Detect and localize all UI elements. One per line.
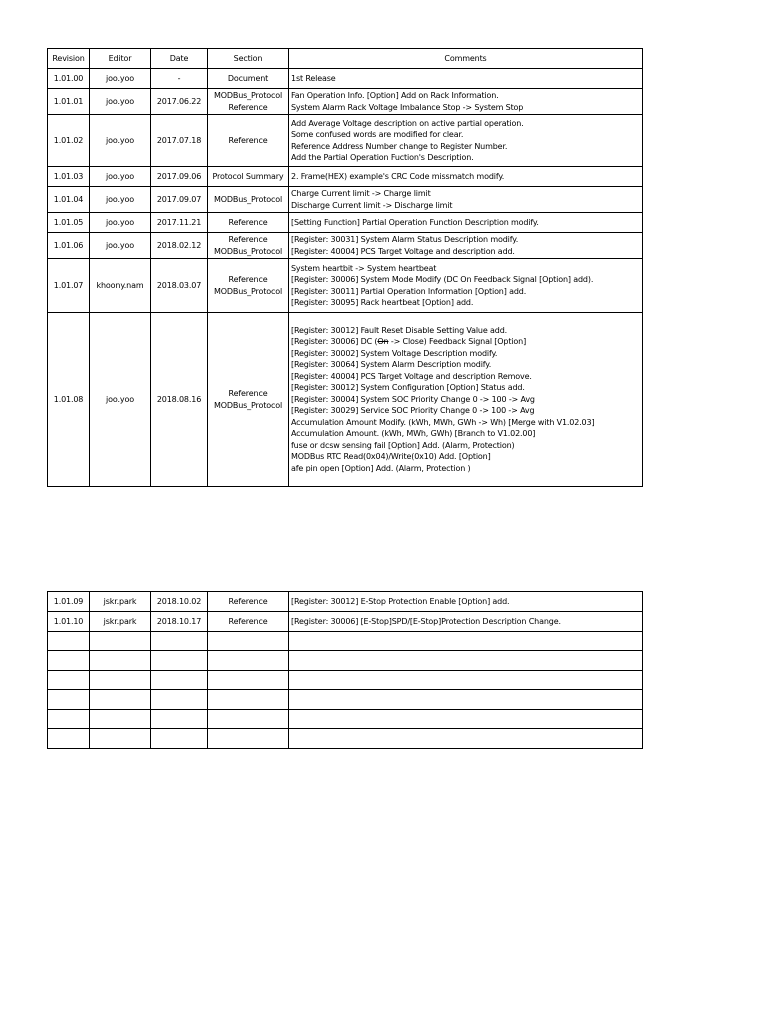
comment-line: fuse or dcsw sensing fail [Option] Add. (Alarm, Protection) (291, 440, 515, 450)
table-row (48, 690, 643, 710)
comment-line: [Register: 30004] System SOC Priority Change 0 -> 100 -> Avg (291, 394, 535, 404)
table-row (48, 115, 643, 167)
comment-line: MODBus RTC Read(0x04)/Write(0x10) Add. [Option] (291, 452, 491, 462)
section-cell (208, 167, 289, 187)
table-row (48, 313, 643, 487)
table-row (48, 729, 643, 749)
table-row (48, 233, 643, 259)
comments-cell (289, 671, 643, 690)
comment-line: Charge Current limit -> Charge limit (291, 189, 431, 198)
editor-cell (90, 671, 151, 690)
editor-cell: joo.yoo (90, 115, 151, 167)
section-line: Reference (228, 102, 268, 112)
comment-line: [Register: 40004] PCS Target Voltage and description Remove. (291, 371, 532, 381)
comment-line: System heartbit -> System heartbeat (291, 263, 437, 273)
section-cell (208, 89, 289, 115)
revision-cell: 1.01.01 (48, 89, 90, 115)
section-cell (208, 187, 289, 213)
struck-text: On (377, 337, 389, 347)
revision-cell: 1.01.07 (48, 259, 90, 313)
editor-cell (90, 710, 151, 729)
comment-line: Add Average Voltage description on active partial operation. (291, 118, 524, 128)
date-cell (151, 729, 208, 749)
date-cell: 2017.09.06 (151, 167, 208, 187)
revision-cell: 1.01.02 (48, 115, 90, 167)
editor-cell: joo.yoo (90, 187, 151, 213)
editor-cell: jskr.park (90, 592, 151, 612)
comments-cell (289, 187, 643, 213)
section-cell (208, 213, 289, 233)
revision-history-table-continued (47, 591, 643, 749)
comment-line: Accumulation Amount. (kWh, MWh, GWh) [Branch to V1.02.00] (291, 429, 536, 439)
comment-line: 1st Release (291, 73, 336, 83)
editor-cell (90, 632, 151, 651)
editor-cell: khoony.nam (90, 259, 151, 313)
comments-cell (289, 313, 643, 487)
revision-cell (48, 710, 90, 729)
date-cell: - (151, 69, 208, 89)
revision-cell: 1.01.05 (48, 213, 90, 233)
revision-cell (48, 729, 90, 749)
revision-cell: 1.01.04 (48, 187, 90, 213)
editor-cell: joo.yoo (90, 89, 151, 115)
table-row (48, 89, 643, 115)
section-line: Reference (228, 135, 268, 145)
comment-line: [Register: 30006] System Mode Modify (DC On Feedback Signal [Option] add). (291, 275, 594, 284)
comments-cell (289, 259, 643, 313)
section-cell (208, 632, 289, 651)
section-line: Document (227, 73, 269, 83)
editor-cell: joo.yoo (90, 313, 151, 487)
section-line: MODBus_Protocol (213, 400, 283, 410)
revision-cell (48, 632, 90, 651)
revision-cell: 1.01.09 (48, 592, 90, 612)
date-cell: 2018.02.12 (151, 233, 208, 259)
table-row (48, 167, 643, 187)
comment-line: [Register: 30064] System Alarm Description modify. (291, 360, 492, 370)
revision-history-table (47, 48, 643, 487)
section-cell (208, 729, 289, 749)
table-row (48, 187, 643, 213)
section-line: MODBus_Protocol (213, 286, 283, 296)
table-row (48, 612, 643, 632)
date-cell (151, 671, 208, 690)
revision-history-body-continued (48, 592, 643, 749)
section-cell (208, 690, 289, 710)
comments-cell (289, 710, 643, 729)
section-line: Protocol Summary (212, 171, 284, 181)
header-revision: Revision (48, 49, 90, 69)
comments-cell (289, 69, 643, 89)
section-cell (208, 233, 289, 259)
comment-line: [Register: 30029] Service SOC Priority Change 0 -> 100 -> Avg (291, 406, 535, 416)
section-line: MODBus_Protocol (213, 246, 283, 256)
editor-cell (90, 729, 151, 749)
table-row (48, 671, 643, 690)
revision-cell: 1.01.10 (48, 612, 90, 632)
revision-cell (48, 651, 90, 671)
date-cell: 2017.11.21 (151, 213, 208, 233)
comments-cell (289, 167, 643, 187)
header-comments: Comments (289, 49, 643, 69)
section-cell (208, 259, 289, 313)
comment-line: Reference Address Number change to Register Number. (291, 141, 508, 151)
section-line: Reference (228, 389, 268, 398)
table-row (48, 710, 643, 729)
comment-line: [Register: 30006] [E-Stop]SPD/[E-Stop]Protection Description Change. (291, 616, 561, 626)
comment-line: [Register: 30012] System Configuration [Option] Status add. (291, 383, 525, 393)
section-line: Reference (228, 596, 268, 606)
editor-cell (90, 651, 151, 671)
date-cell (151, 651, 208, 671)
comment-line: [Register: 30002] System Voltage Description modify. (291, 348, 498, 358)
editor-cell (90, 690, 151, 710)
section-line: Reference (228, 275, 268, 284)
revision-cell (48, 671, 90, 690)
revision-cell: 1.01.08 (48, 313, 90, 487)
comment-line: 2. Frame(HEX) example's CRC Code missmatch modify. (291, 171, 505, 181)
section-line: MODBus_Protocol (213, 194, 283, 204)
comments-cell (289, 651, 643, 671)
comment-line: [Register: 30012] Fault Reset Disable Setting Value add. (291, 325, 508, 335)
comment-line: [Register: 30031] System Alarm Status Description modify. (291, 235, 519, 244)
comment-line: [Register: 40004] PCS Target Voltage and description add. (291, 246, 515, 256)
editor-cell: joo.yoo (90, 167, 151, 187)
comments-cell (289, 729, 643, 749)
table-row (48, 213, 643, 233)
section-cell (208, 612, 289, 632)
comments-cell (289, 592, 643, 612)
revision-cell: 1.01.00 (48, 69, 90, 89)
editor-cell: joo.yoo (90, 213, 151, 233)
table-row (48, 259, 643, 313)
date-cell: 2018.10.17 (151, 612, 208, 632)
comments-cell (289, 233, 643, 259)
comment-line: [Register: 30011] Partial Operation Information [Option] add. (291, 286, 527, 296)
revision-cell (48, 690, 90, 710)
header-editor: Editor (90, 49, 151, 69)
section-line: Reference (228, 235, 268, 244)
comment-line: Add the Partial Operation Fuction's Description. (291, 153, 474, 162)
revision-cell: 1.01.06 (48, 233, 90, 259)
comment-line: Some confused words are modified for clear. (291, 130, 464, 139)
comments-cell (289, 89, 643, 115)
table-row (48, 69, 643, 89)
table-row (48, 632, 643, 651)
date-cell: 2017.06.22 (151, 89, 208, 115)
comment-line: Fan Operation Info. [Option] Add on Rack Information. (291, 91, 499, 100)
revision-history-body (48, 69, 643, 487)
comments-cell (289, 115, 643, 167)
section-cell (208, 313, 289, 487)
section-cell (208, 671, 289, 690)
section-line: MODBus_Protocol (213, 91, 283, 100)
table-header-row (48, 49, 643, 69)
date-cell (151, 690, 208, 710)
section-cell (208, 651, 289, 671)
date-cell: 2018.08.16 (151, 313, 208, 487)
date-cell (151, 710, 208, 729)
comments-cell (289, 632, 643, 651)
revision-cell: 1.01.03 (48, 167, 90, 187)
section-line: Reference (228, 217, 268, 227)
header-date: Date (151, 49, 208, 69)
comment-line: [Register: 30095] Rack heartbeat [Option] add. (291, 298, 474, 307)
comment-line: [Register: 30012] E-Stop Protection Enable [Option] add. (291, 596, 510, 606)
header-section: Section (208, 49, 289, 69)
comments-cell (289, 690, 643, 710)
section-line: Reference (228, 616, 268, 626)
date-cell: 2018.10.02 (151, 592, 208, 612)
comment-line: System Alarm Rack Voltage Imbalance Stop -> System Stop (291, 102, 524, 112)
comment-line: [Setting Function] Partial Operation Function Description modify. (291, 217, 539, 227)
table-row (48, 592, 643, 612)
comments-cell (289, 612, 643, 632)
editor-cell: joo.yoo (90, 69, 151, 89)
comment-line: Accumulation Amount Modify. (kWh, MWh, GWh -> Wh) [Merge with V1.02.03] (291, 417, 595, 427)
comment-line: afe pin open [Option] Add. (Alarm, Protection ) (291, 463, 471, 473)
section-cell (208, 115, 289, 167)
date-cell: 2017.07.18 (151, 115, 208, 167)
date-cell: 2018.03.07 (151, 259, 208, 313)
section-cell (208, 69, 289, 89)
section-cell (208, 592, 289, 612)
comment-line: Discharge Current limit -> Discharge limit (291, 200, 453, 210)
comments-cell (289, 213, 643, 233)
date-cell: 2017.09.07 (151, 187, 208, 213)
editor-cell: jskr.park (90, 612, 151, 632)
table-row (48, 651, 643, 671)
editor-cell: joo.yoo (90, 233, 151, 259)
section-cell (208, 710, 289, 729)
date-cell (151, 632, 208, 651)
comment-line: [Register: 30006] DC (On -> Close) Feedback Signal [Option] (291, 337, 527, 347)
